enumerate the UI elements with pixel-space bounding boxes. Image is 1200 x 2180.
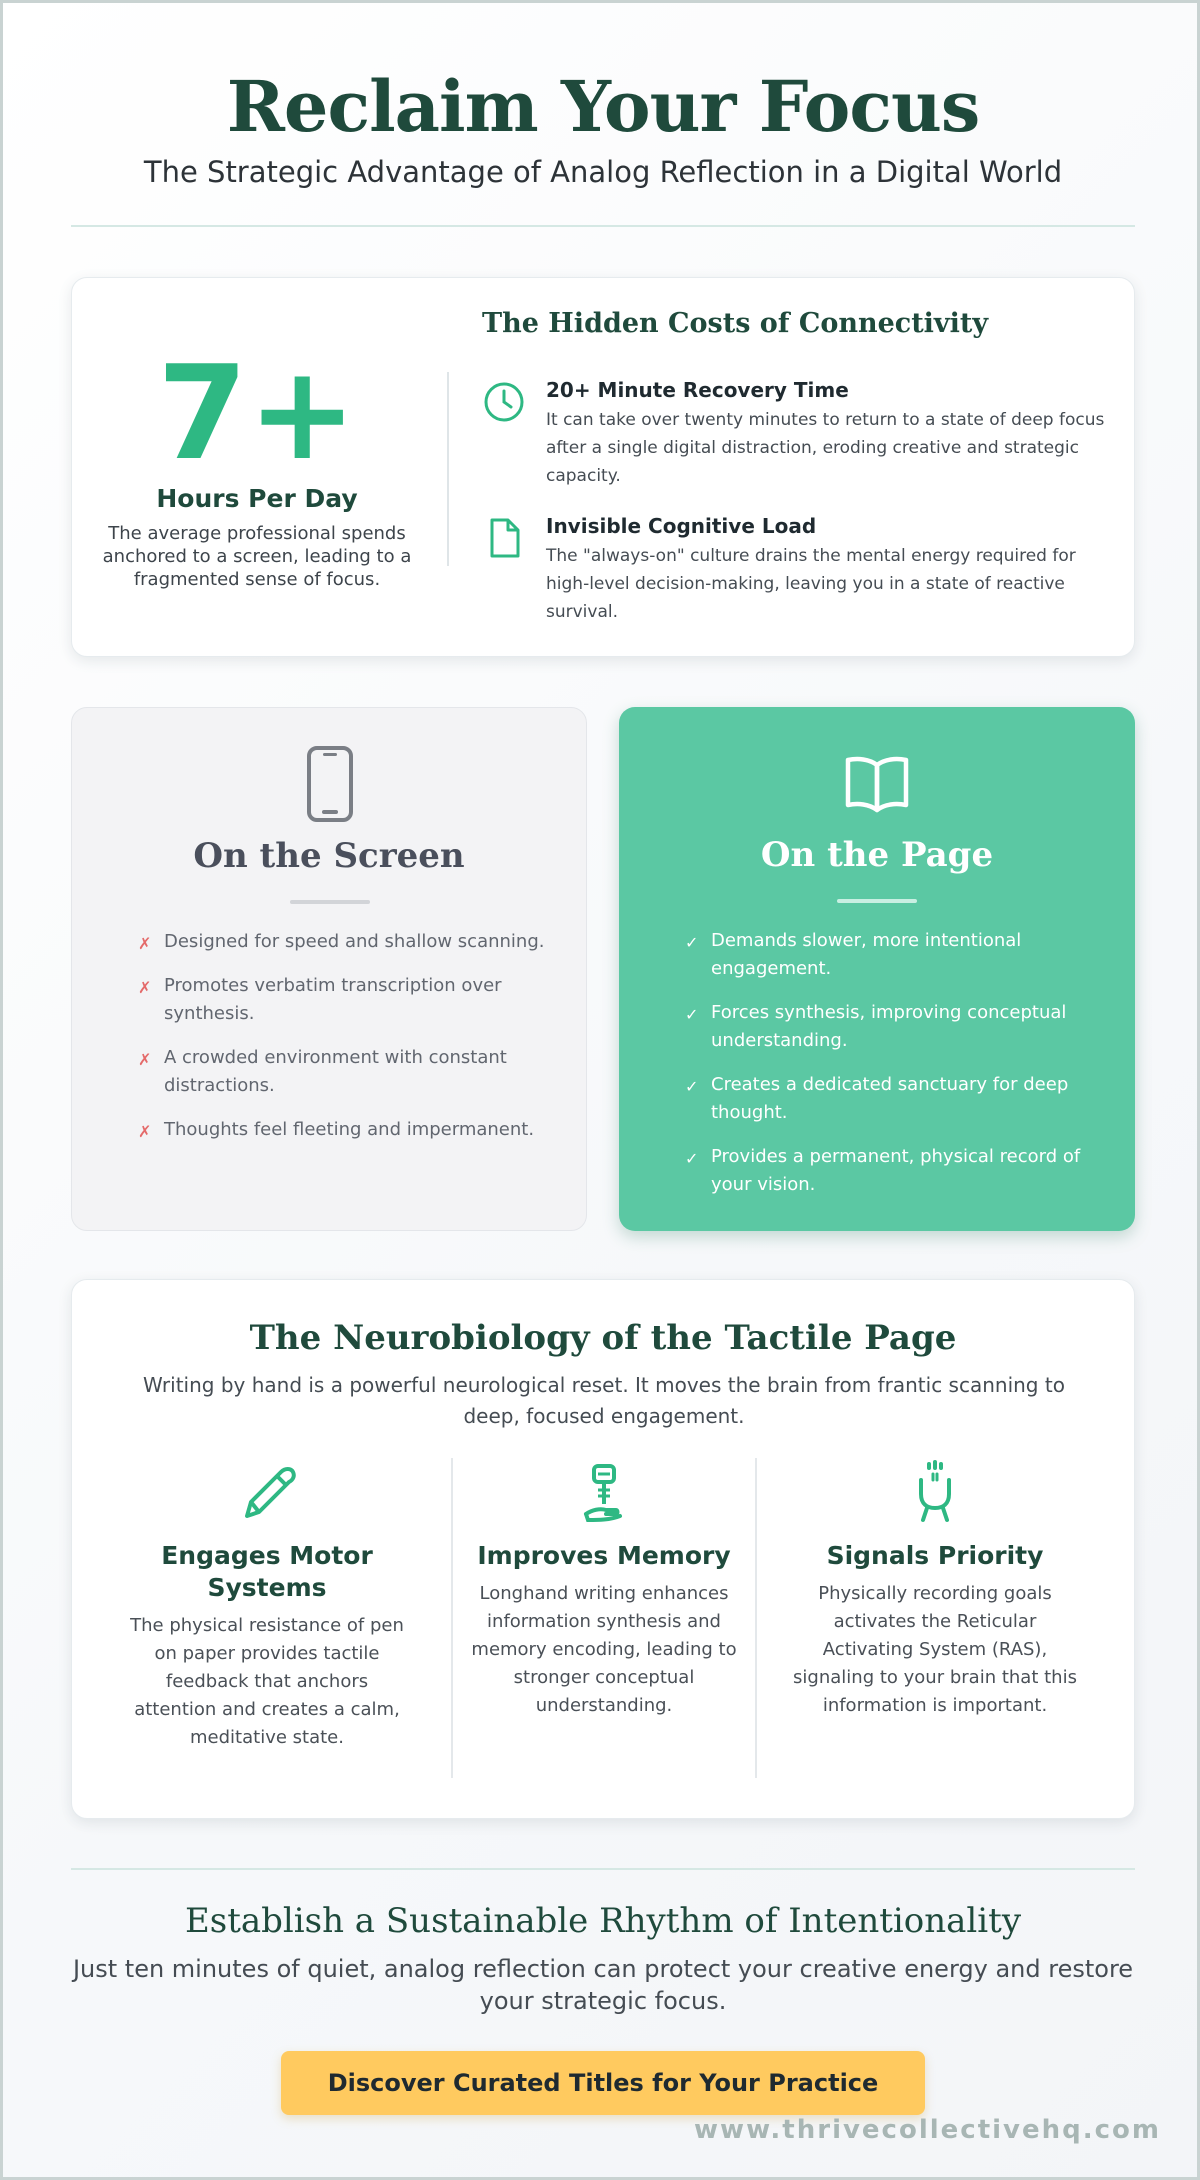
list-item-text: Provides a permanent, physical record of your vision. [711,1146,1081,1195]
divider [71,225,1135,227]
open-book-icon [844,743,910,823]
clock-icon [482,380,526,424]
pencil-icon [235,1458,299,1526]
column-divider [755,1458,757,1778]
stat-description: The average professional spends anchored to a screen, leading to a fragmented sense of focus. [102,523,412,590]
document-icon [482,516,526,560]
list-item [138,1116,548,1144]
website-url: www.thrivecollectivehq.com [694,2115,1161,2145]
screen-list [138,928,548,1160]
stat-label: Hours Per Day [156,484,358,513]
column-title: Improves Memory [477,1541,731,1570]
list-item [138,928,548,956]
signal-priority-icon [903,1458,967,1526]
list-item-text: Demands slower, more intentional engagement. [711,930,1022,979]
column-text: Physically recording goals activates the Reticular Activating System (RAS), signaling to your brain that this information is important. [793,1583,1077,1716]
column-divider [451,1458,453,1778]
page-title-card: On the Page [760,835,994,875]
screen-title: On the Screen [193,836,465,876]
neuro-column [790,1458,1080,1720]
list-item [138,1044,548,1100]
hidden-costs-card [71,277,1135,657]
closing-text: Just ten minutes of quiet, analog reflection can protect your creative energy and restore your strategic focus. [72,1955,1134,2015]
list-item-text: Creates a dedicated sanctuary for deep thought. [711,1074,1069,1123]
closing-title: Establish a Sustainable Rhythm of Intentionality [184,1901,1022,1941]
neuro-intro: Writing by hand is a powerful neurological reset. It moves the brain from frantic scanning to deep, focused engagement. [143,1373,1065,1428]
cost-text: The "always-on" culture drains the mental energy required for high-level decision-making, leaving you in a state of reactive survival. [546,546,1076,622]
memory-hand-icon [572,1458,636,1526]
on-the-screen-card [71,707,587,1231]
cost-title: Invisible Cognitive Load [546,514,817,538]
cross-icon: ✗ [138,1122,152,1141]
list-item [685,999,1095,1055]
costs-title: The Hidden Costs of Connectivity [482,308,989,339]
neuro-column [468,1458,740,1720]
column-text: The physical resistance of pen on paper provides tactile feedback that anchors attention and creates a calm, meditative state. [130,1615,404,1748]
list-item-text: Promotes verbatim transcription over synthesis. [164,975,502,1024]
vertical-divider [447,372,449,566]
neuro-column [122,1458,412,1752]
cross-icon: ✗ [138,934,152,953]
column-title: Engages Motor Systems [161,1541,373,1602]
on-the-page-card [619,707,1135,1231]
cross-icon: ✗ [138,978,152,997]
neurobiology-card [71,1279,1135,1819]
check-icon: ✓ [685,1149,699,1168]
list-item [138,972,548,1028]
discover-titles-button[interactable]: Discover Curated Titles for Your Practice [281,2051,925,2115]
title-underline [290,900,370,904]
cost-title: 20+ Minute Recovery Time [546,378,849,402]
list-item-text: A crowded environment with constant distractions. [164,1047,507,1096]
check-icon: ✓ [685,933,699,952]
list-item-text: Thoughts feel fleeting and impermanent. [164,1119,535,1140]
stat-value: 7+ [157,337,357,489]
title-underline [837,899,917,903]
check-icon: ✓ [685,1005,699,1024]
column-text: Longhand writing enhances information synthesis and memory encoding, leading to stronger conceptual understanding. [471,1583,737,1716]
list-item [685,1143,1095,1199]
neuro-title: The Neurobiology of the Tactile Page [249,1318,957,1358]
check-icon: ✓ [685,1077,699,1096]
list-item-text: Designed for speed and shallow scanning. [164,931,545,952]
column-title: Signals Priority [826,1541,1044,1570]
page-title: Reclaim Your Focus [226,65,980,148]
phone-icon [297,744,363,824]
page-subtitle: The Strategic Advantage of Analog Reflection in a Digital World [143,155,1063,189]
list-item-text: Forces synthesis, improving conceptual understanding. [711,1002,1067,1051]
divider [71,1868,1135,1870]
cross-icon: ✗ [138,1050,152,1069]
list-item [685,1071,1095,1127]
list-item [685,927,1095,983]
cost-text: It can take over twenty minutes to return to a state of deep focus after a single digital distraction, eroding creative and strategic capacity. [546,410,1105,486]
page-list [685,927,1095,1215]
